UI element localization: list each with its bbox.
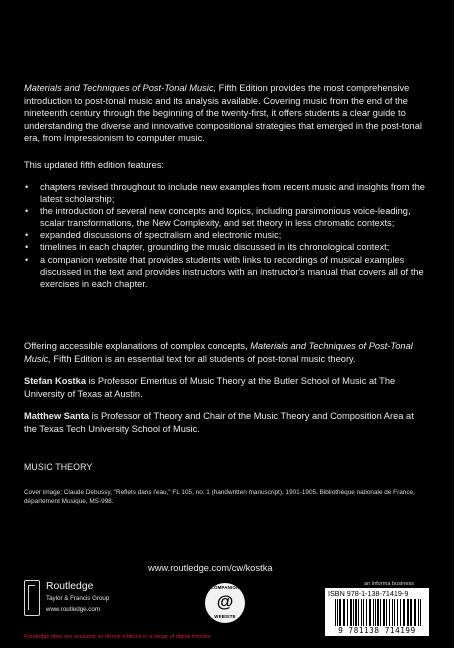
feature-item: • timelines in each chapter, grounding the music discussed in its chronological context; <box>24 241 426 253</box>
barcode-bar <box>361 599 362 626</box>
barcode-bar <box>400 599 401 626</box>
companion-badge-top: COMPANION <box>210 585 240 590</box>
barcode-bar <box>366 599 367 626</box>
barcode-bar <box>410 599 412 626</box>
author-bio-text: is Professor of Theory and Chair of the Music Theory and Composition Area at the Texas Tech University School of Music. <box>24 411 414 434</box>
companion-badge-bottom: WEBSITE <box>214 614 236 619</box>
author-name: Stefan Kostka <box>24 376 86 386</box>
author-bio <box>24 375 426 400</box>
barcode-bar <box>339 599 341 626</box>
barcode-bar <box>392 599 393 626</box>
companion-website-url[interactable]: www.routledge.com/cw/kostka <box>148 563 273 573</box>
barcode-bar <box>373 599 374 626</box>
author-bio <box>24 410 426 435</box>
barcode-bar <box>414 599 416 626</box>
at-sign-icon: @ <box>216 592 234 611</box>
barcode-bar <box>337 599 338 626</box>
feature-item: • the introduction of several new concepts and topics, including parsimonious voice-leading, scalar transformations, the New Complexity, and set theory in less chromatic contexts; <box>24 205 426 229</box>
ebook-availability-note: Routledge titles are available as eBook editions in a range of digital formats <box>24 634 211 640</box>
informa-business-label: an informa business <box>364 581 415 587</box>
closing-text-before: Offering accessible explanations of complex concepts, <box>24 341 251 351</box>
barcode-number: 9 781138 714199 <box>338 626 416 635</box>
barcode-bar <box>358 599 359 626</box>
closing-title-italic: Materials and Techniques of Post-Tonal Music, <box>24 341 413 364</box>
subject-category: MUSIC THEORY <box>24 462 93 472</box>
barcode-bar <box>394 599 395 626</box>
barcode-bar <box>386 599 387 626</box>
barcode-bar <box>418 599 419 626</box>
publisher-url[interactable]: www.routledge.com <box>46 606 100 613</box>
barcode-icon <box>335 599 425 626</box>
author-bio-text: is Professor Emeritus of Music Theory at the Butler School of Music at The University of Texas at Austin. <box>24 376 396 399</box>
book-description <box>24 82 424 145</box>
publisher-logo <box>24 580 134 620</box>
feature-item: • chapters revised throughout to include new examples from recent music and insights from the latest scholarship; <box>24 181 426 205</box>
barcode-bar <box>389 599 390 626</box>
publisher-tagline: Taylor & Francis Group <box>46 595 110 602</box>
features-list <box>24 181 426 290</box>
closing-text-after: Fifth Edition is an essential text for all students of post-tonal music theory. <box>50 353 356 364</box>
book-title-italic: Materials and Techniques of Post-Tonal Music, <box>24 83 217 93</box>
barcode-bar <box>353 599 354 626</box>
barcode-bar <box>403 599 405 626</box>
barcode-panel <box>325 588 429 636</box>
barcode-bar <box>397 599 398 626</box>
publisher-name: Routledge <box>46 581 94 592</box>
author-name: Matthew Santa <box>24 411 90 421</box>
barcode-bar <box>420 599 421 626</box>
feature-item: • a companion website that provides students with links to recordings of musical examples discussed in the text and provides instructors with an instructor's manual that covers all of the exercises in each chapter. <box>24 254 426 290</box>
barcode-bar <box>377 599 379 626</box>
barcode-bar <box>369 599 371 626</box>
barcode-bar <box>335 599 336 626</box>
barcode-bar <box>347 599 348 626</box>
barcode-bar <box>363 599 364 626</box>
book-description-text: Fifth Edition provides the most comprehensive introduction to post-tonal music and its analysis available. Covering music from the end of the nineteenth century through the beginning of the twenty-first, it offers students a clear guide to understanding the diverse and innovative compositional strategies that emerged in the post-tonal era, from Impressionism to computer music. <box>24 83 422 144</box>
routledge-logo-icon <box>24 580 40 616</box>
closing-paragraph <box>24 340 428 365</box>
barcode-bar <box>407 599 409 626</box>
feature-item: • expanded discussions of spectralism and electronic music; <box>24 229 426 241</box>
companion-website-badge <box>205 583 245 623</box>
features-intro: This updated fifth edition features: <box>24 160 165 170</box>
barcode-bar <box>380 599 381 626</box>
cover-image-credit: Cover image: Claude Debussy, "Reflets dans l'eau," FL 105, no. 1 (handwritten manuscript), 1901-1905. Bibliothèque nationale de France, département Musique, MS-998. <box>24 489 415 505</box>
barcode-bar <box>350 599 352 626</box>
barcode-bar <box>375 599 376 626</box>
barcode-bar <box>383 599 385 626</box>
barcode-bar <box>343 599 345 626</box>
barcode-bar <box>355 599 357 626</box>
isbn-label: ISBN 978-1-138-71419-9 <box>328 589 409 598</box>
